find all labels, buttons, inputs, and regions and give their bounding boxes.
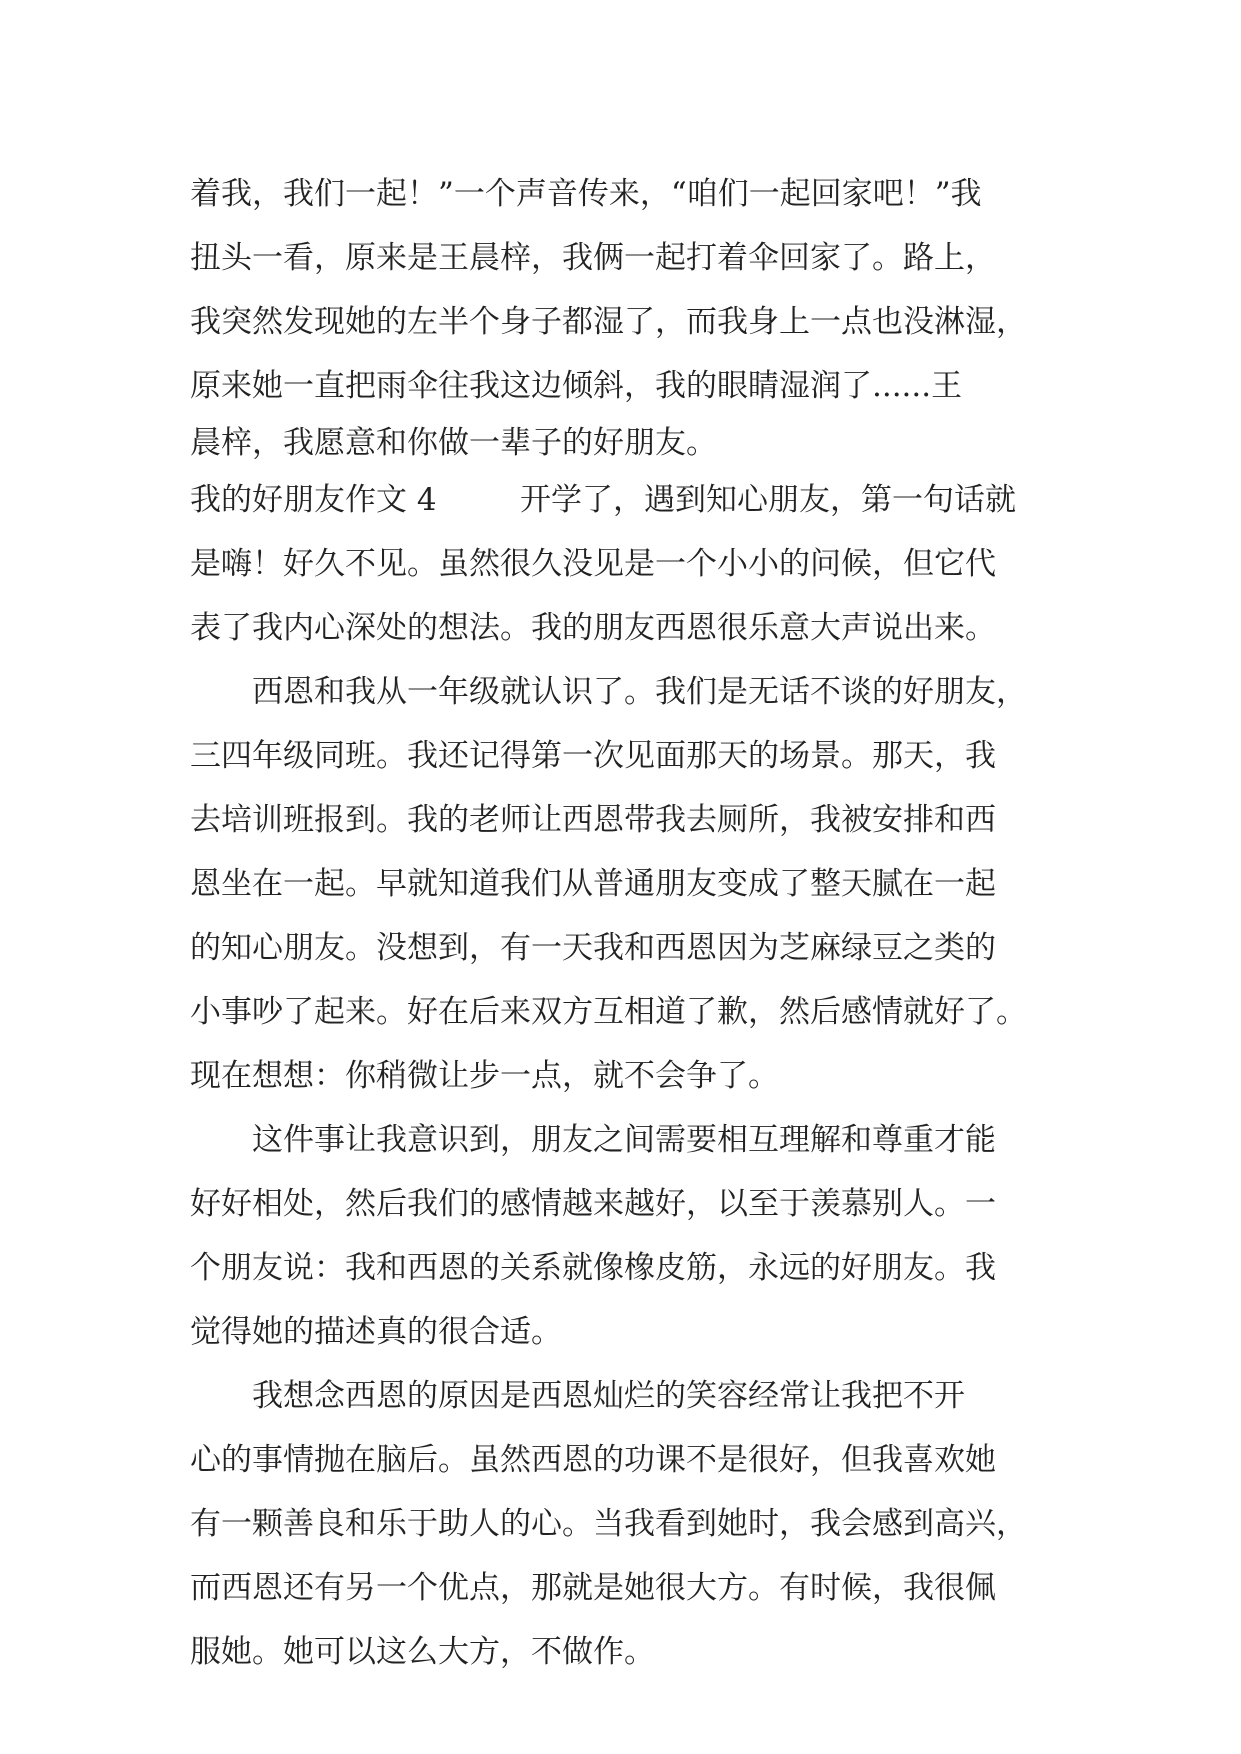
essay-heading-row	[190, 468, 1050, 532]
text-line: 服她。她可以这么大方，不做作。	[190, 1634, 655, 1670]
text-line: 这件事让我意识到，朋友之间需要相互理解和尊重才能	[190, 1122, 996, 1158]
text-line: 开学了，遇到知心朋友，第一句话就	[520, 482, 1016, 518]
text-line: 原来她一直把雨伞往我这边倾斜，我的眼睛湿润了......王	[190, 368, 963, 404]
text-line: 现在想想：你稍微让步一点，就不会争了。	[190, 1058, 779, 1094]
text-line: 有一颗善良和乐于助人的心。当我看到她时，我会感到高兴，	[190, 1506, 1027, 1542]
text-line: 我想念西恩的原因是西恩灿烂的笑容经常让我把不开	[190, 1378, 965, 1414]
text-line: 的知心朋友。没想到，有一天我和西恩因为芝麻绿豆之类的	[190, 930, 996, 966]
essay-title: 我的好朋友作文 4	[190, 482, 437, 518]
text-line: 而西恩还有另一个优点，那就是她很大方。有时候，我很佩	[190, 1570, 996, 1606]
text-line: 觉得她的描述真的很合适。	[190, 1314, 562, 1350]
text-line: 三四年级同班。我还记得第一次见面那天的场景。那天，我	[190, 738, 996, 774]
text-line: 扭头一看，原来是王晨梓，我俩一起打着伞回家了。路上，	[190, 240, 996, 276]
text-line: 着我，我们一起！”一个声音传来，“咱们一起回家吧！”我	[190, 176, 982, 212]
text-line: 好好相处，然后我们的感情越来越好，以至于羡慕别人。一	[190, 1186, 996, 1222]
text-line: 表了我内心深处的想法。我的朋友西恩很乐意大声说出来。	[190, 610, 996, 646]
text-line: 恩坐在一起。早就知道我们从普通朋友变成了整天腻在一起	[190, 866, 996, 902]
text-line: 我突然发现她的左半个身子都湿了，而我身上一点也没淋湿，	[190, 304, 1027, 340]
text-line: 小事吵了起来。好在后来双方互相道了歉，然后感情就好了。	[190, 994, 1027, 1030]
text-line: 西恩和我从一年级就认识了。我们是无话不谈的好朋友，	[190, 674, 1027, 710]
text-line: 晨梓，我愿意和你做一辈子的好朋友。	[190, 425, 717, 461]
text-line: 心的事情抛在脑后。虽然西恩的功课不是很好，但我喜欢她	[190, 1442, 996, 1478]
text-line: 个朋友说：我和西恩的关系就像橡皮筋，永远的好朋友。我	[190, 1250, 996, 1286]
text-line: 去培训班报到。我的老师让西恩带我去厕所，我被安排和西	[190, 802, 996, 838]
essay-text	[190, 162, 1050, 1684]
text-line: 是嗨！好久不见。虽然很久没见是一个小小的问候，但它代	[190, 546, 996, 582]
